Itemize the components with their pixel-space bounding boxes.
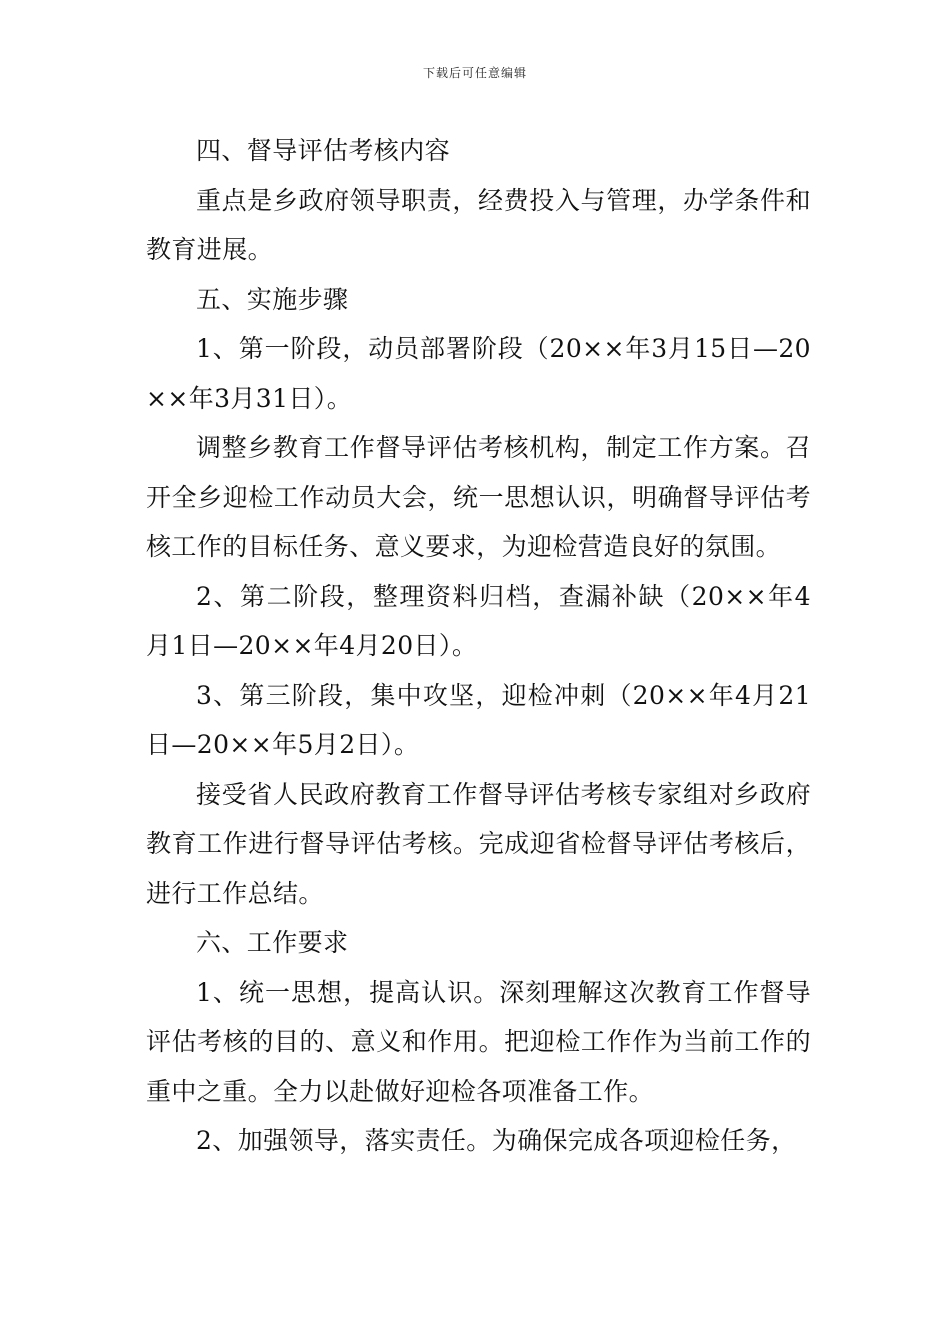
paragraph-stage-1-detail: 调整乡教育工作督导评估考核机构，制定工作方案。召开全乡迎检工作动员大会，统一思想认识，明确督导评估考核工作的目标任务、意义要求，为迎检营造良好的氛围。 <box>146 433 811 561</box>
document-body <box>146 126 811 1166</box>
section-heading-steps: 五、实施步骤 <box>196 284 349 314</box>
section-heading-requirements: 六、工作要求 <box>196 928 349 957</box>
paragraph-stage-3: 3、第三阶段，集中攻坚，迎检冲刺（20××年4月21日—20××年5月2日）。 <box>146 680 811 759</box>
paragraph-stage-1: 1、第一阶段，动员部署阶段（20××年3月15日—20××年3月31日）。 <box>146 334 811 413</box>
paragraph-requirement-2: 2、加强领导，落实责任。为确保完成各项迎检任务， <box>196 1126 797 1155</box>
paragraph-stage-3-detail: 接受省人民政府教育工作督导评估考核专家组对乡政府教育工作进行督导评估考核。完成迎省检督导评估考核后，进行工作总结。 <box>146 779 811 908</box>
section-heading-content: 四、督导评估考核内容 <box>196 136 451 165</box>
paragraph-focus: 重点是乡政府领导职责，经费投入与管理，办学条件和教育进展。 <box>146 185 811 264</box>
page-header-note: 下载后可任意编辑 <box>422 66 527 80</box>
paragraph-requirement-1: 1、统一思想，提高认识。深刻理解这次教育工作督导评估考核的目的、意义和作用。把迎检工作作为当前工作的重中之重。全力以赴做好迎检各项准备工作。 <box>146 977 811 1106</box>
paragraph-stage-2: 2、第二阶段，整理资料归档，查漏补缺（20××年4月1日—20××年4月20日）。 <box>146 581 811 660</box>
